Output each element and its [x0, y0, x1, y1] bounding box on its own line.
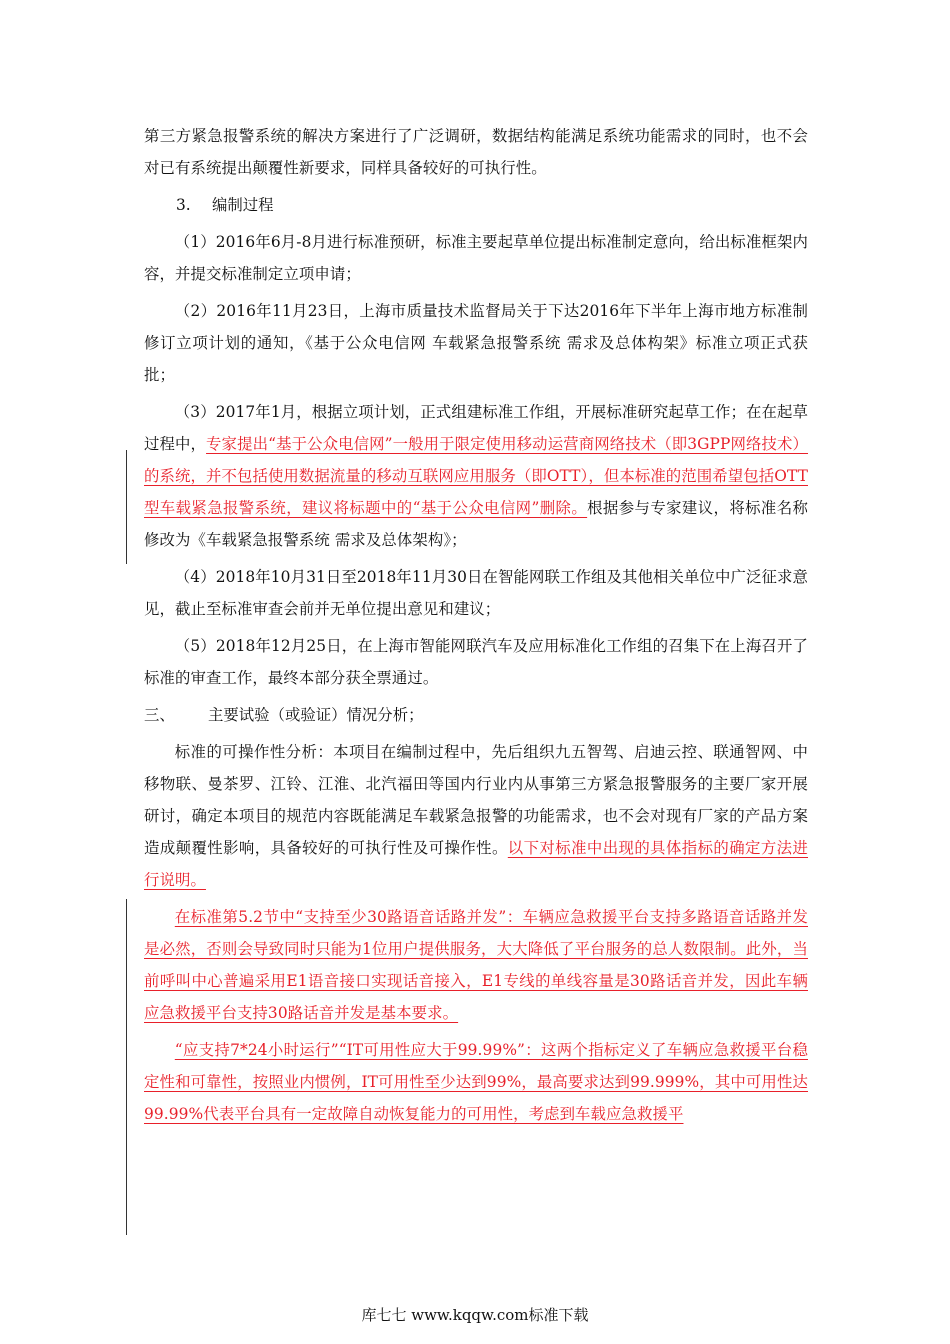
paragraph-text: 根据参与专家建议，将标准名称修改为《车载紧急报警系统 需求及总体架构》；: [144, 499, 808, 549]
paragraph-text: 标准的可操作性分析：本项目在编制过程中，先后组织九五智驾、启迪云控、联通智网、中移物联、曼茶罗、江铃、江淮、北汽福田等国内行业内从事第三方紧急报警服务的主要厂家开展研讨，确定本项目的规范内容既能满足车载紧急报警的功能需求，也不会对现有厂家的产品方案造成颠覆性影响，具备较好的可执行性及可操作性。: [144, 743, 808, 857]
paragraph-step-5: [144, 630, 808, 694]
revision-inserted-text: 以下对标准中出现的具体指标的确定方法进行说明。: [144, 839, 808, 889]
section-heading-3: [144, 189, 808, 221]
heading-number: 三、: [144, 706, 175, 724]
heading-number: 3.: [176, 196, 191, 214]
paragraph-text: （3）2017年1月，根据立项计划，正式组建标准工作组，开展标准研究起草工作；在在起草过程中，: [144, 403, 808, 453]
paragraph-step-4: [144, 561, 808, 625]
document-body: [144, 120, 808, 1135]
paragraph-text: （4）2018年10月31日至2018年11月30日在智能网联工作组及其他相关单位中广泛征求意见，截止至标准审查会前并无单位提出意见和建议；: [144, 568, 808, 618]
page-footer: 库七七 www.kqqw.com标准下载: [361, 1306, 589, 1324]
paragraph-intro-continuation: [144, 120, 808, 184]
paragraph-text: （2）2016年11月23日，上海市质量技术监督局关于下达2016年下半年上海市地方标准制修订立项计划的通知，《基于公众电信网 车载紧急报警系统 需求及总体构架》标准立项正式获批；: [144, 302, 808, 384]
revision-inserted-text: “应支持7*24小时运行”“IT可用性应大于99.99%”：这两个指标定义了车辆应急救援平台稳定性和可靠性，按照业内惯例，IT可用性至少达到99%，最高要求达到99.999%，其中可用性达 99.99%代表平台具有一定故障自动恢复能力的可用性，考虑到车载应急救援平: [144, 1041, 808, 1123]
paragraph-voice-concurrency: [144, 901, 808, 1029]
paragraph-step-2: [144, 295, 808, 391]
paragraph-availability: [144, 1034, 808, 1130]
paragraph-text: （5）2018年12月25日，在上海市智能网联汽车及应用标准化工作组的召集下在上海召开了标准的审查工作，最终本部分获全票通过。: [144, 637, 808, 687]
section-heading-three: [144, 699, 808, 731]
revision-inserted-text: 在标准第5.2节中“支持至少30路语音话路并发”：车辆应急救援平台支持多路语音话路并发是必然，否则会导致同时只能为1位用户提供服务，大大降低了平台服务的总人数限制。此外，当前呼叫中心普遍采用E1语音接口实现话音接入，E1专线的单线容量是30路话音并发，因此车辆应急救援平台支持30路话音并发是基本要求。: [144, 908, 808, 1022]
change-bar-2: [126, 899, 127, 1235]
heading-text: 主要试验（或验证）情况分析；: [208, 706, 424, 724]
paragraph-step-3: [144, 396, 808, 556]
paragraph-text: （1）2016年6月-8月进行标准预研，标准主要起草单位提出标准制定意向，给出标准框架内容，并提交标准制定立项申请；: [144, 233, 808, 283]
paragraph-step-1: [144, 226, 808, 290]
paragraph-operability: [144, 736, 808, 896]
heading-text: 编制过程: [212, 196, 274, 214]
change-bar-1: [126, 450, 127, 564]
paragraph-text: 第三方紧急报警系统的解决方案进行了广泛调研，数据结构能满足系统功能需求的同时，也不会对已有系统提出颠覆性新要求，同样具备较好的可执行性。: [144, 127, 808, 177]
revision-inserted-text: 专家提出“基于公众电信网”一般用于限定使用移动运营商网络技术（即3GPP网络技术）的系统，并不包括使用数据流量的移动互联网应用服务（即OTT），但本标准的范围希望包括OTT型车载紧急报警系统，建议将标题中的“基于公众电信网”删除。: [144, 435, 809, 517]
